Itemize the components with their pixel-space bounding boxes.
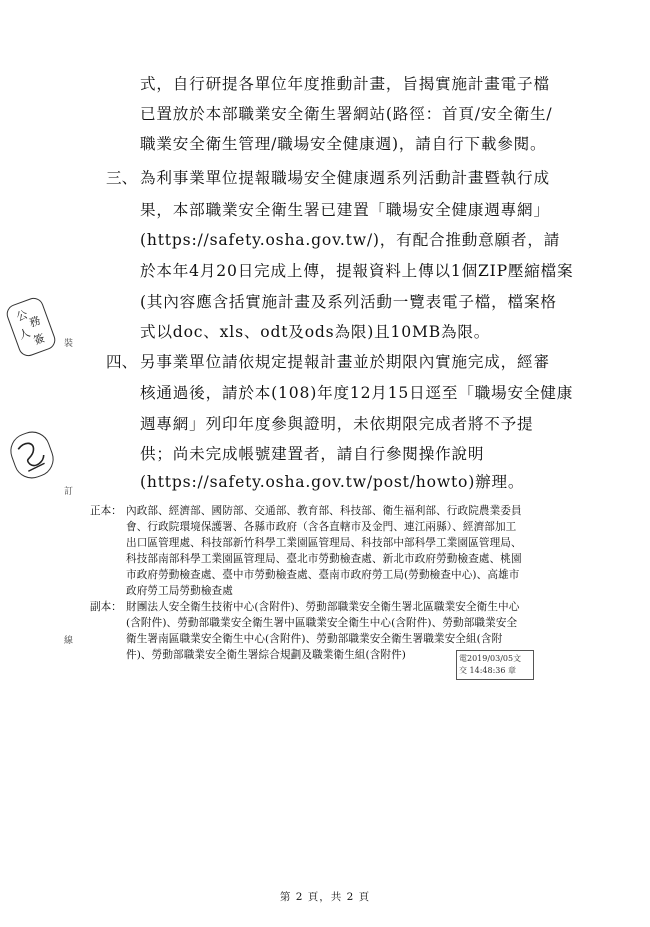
signature-scribble-icon xyxy=(7,428,58,482)
main-recipient-line: 市政府勞動檢查處、臺中市勞動檢查處、臺南市政府勞工局(勞動檢查中心)、高雄市 xyxy=(126,569,520,581)
intro-line: 式，自行研提各單位年度推動計畫，旨揭實施計畫電子檔 xyxy=(140,75,550,93)
main-recipient-line: 出口區管理處、科技部新竹科學工業園區管理局、科技部中部科學工業園區管理局、 xyxy=(126,537,522,549)
item-3-number: 三、 xyxy=(106,169,138,187)
margin-mark-xian: 線 xyxy=(64,636,74,646)
item-4-line: 核通過後，請於本(108)年度12月15日逕至「職場安全健康 xyxy=(140,384,574,402)
item-3-line: (其內容應含括實施計畫及系列活動一覽表電子檔，檔案格 xyxy=(140,293,557,311)
item-4-line: 供；尚未完成帳號建置者，請自行參閱操作說明 xyxy=(140,445,485,463)
intro-line: 職業安全衛生管理/職場安全健康週)，請自行下載參閱。 xyxy=(140,135,547,153)
intro-line: 已置放於本部職業安全衛生署網站(路徑：首頁/安全衛生/ xyxy=(140,105,553,123)
main-recipient-line: 科技部南部科學工業園區管理局、臺北市勞動檢查處、新北市政府勞動檢查處、桃園 xyxy=(126,553,522,565)
margin-mark-zhuang: 裝 xyxy=(64,339,74,349)
page-number: 第 2 頁，共 2 頁 xyxy=(279,891,371,903)
item-3-line: 為利事業單位提報職場安全健康週系列活動計畫暨執行成 xyxy=(140,169,550,187)
stamp-date: 電2019/03/05文 xyxy=(459,654,522,663)
item-4-line: (https://safety.osha.gov.tw/post/howto)辦理。 xyxy=(140,473,525,491)
margin-mark-ding: 訂 xyxy=(64,487,74,497)
svg-text:人: 人 xyxy=(17,326,32,343)
item-3-line: 果，本部職業安全衛生署已建置「職場安全健康週專網」 xyxy=(140,201,550,219)
item-3-line: (https://safety.osha.gov.tw/)，有配合推動意願者，請 xyxy=(140,231,561,249)
main-recipients-label: 正本： xyxy=(90,505,122,517)
item-4-number: 四、 xyxy=(106,353,138,371)
item-3-line: 式以doc、xls、odt及ods為限)且10MB為限。 xyxy=(140,323,491,341)
copy-recipient-line: (含附件)、勞動部職業安全衛生署中區職業安全衛生中心(含附件)、勞動部職業安全 xyxy=(126,617,518,629)
main-recipient-line: 政府勞工局勞動檢查處 xyxy=(126,585,233,597)
seal-glyphs-icon xyxy=(5,296,57,357)
svg-text:公: 公 xyxy=(14,307,30,324)
svg-text:務: 務 xyxy=(27,313,43,330)
item-3-line: 於本年4月20日完成上傳，提報資料上傳以1個ZIP壓縮檔案 xyxy=(140,262,574,280)
item-4-line: 另事業單位請依規定提報計畫並於期限內實施完成，經審 xyxy=(140,353,550,371)
svg-text:簽: 簽 xyxy=(31,331,47,348)
copy-recipient-line: 財團法人安全衛生技術中心(含附件)、勞動部職業安全衛生署北區職業安全衛生中心 xyxy=(126,601,520,613)
main-recipient-line: 內政部、經濟部、國防部、交通部、教育部、科技部、衛生福利部、行政院農業委員 xyxy=(126,505,522,517)
item-4-line: 週專網」列印年度參與證明，未依期限完成者將不予提 xyxy=(140,415,534,433)
electronic-exchange-stamp xyxy=(456,650,534,680)
copy-recipients-label: 副本： xyxy=(90,601,122,613)
signature-seal-icon xyxy=(5,427,58,484)
official-seal-icon xyxy=(4,295,58,359)
stamp-time: 交 14:48:36 章 xyxy=(459,666,517,675)
copy-recipient-line: 衛生署南區職業安全衛生中心(含附件)、勞動部職業安全衛生署職業安全組(含附 xyxy=(126,633,503,645)
copy-recipient-line: 件)、勞動部職業安全衛生署綜合規劃及職業衛生組(含附件) xyxy=(126,649,407,661)
main-recipient-line: 會、行政院環境保護署、各縣市政府（含各直轄市及金門、連江兩縣）、經濟部加工 xyxy=(126,521,517,533)
